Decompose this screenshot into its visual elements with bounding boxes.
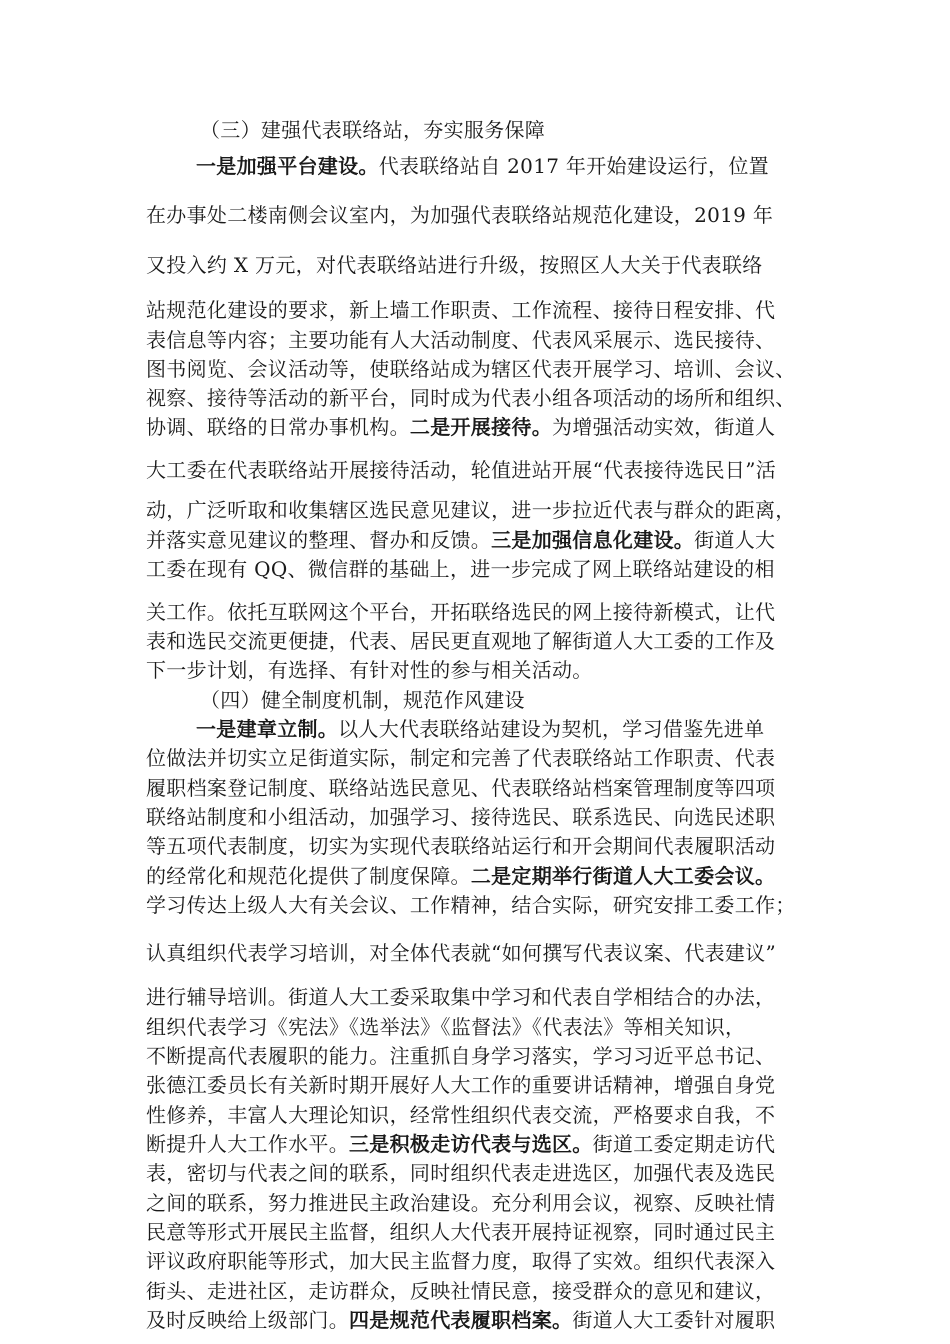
text-run: 断提升人大工作水平。 [146, 1132, 349, 1156]
text-run: 组织代表学习《宪法》《选举法》《监督法》《代表法》等相关知识， [146, 1015, 746, 1039]
paragraph-line [146, 1013, 745, 1041]
text-run: （四）健全制度机制，规范作风建设 [200, 688, 525, 712]
paragraph-line [146, 1189, 775, 1217]
paragraph-line [146, 1071, 775, 1099]
text-run: 街道人大 [694, 528, 776, 552]
paragraph-line [146, 983, 775, 1011]
paragraph-line [146, 1218, 775, 1246]
text-run: 工委在现有 QQ、微信群的基础上，进一步完成了网上联络站建设的相 [146, 557, 775, 581]
paragraph-line [146, 1306, 775, 1334]
paragraph-line [146, 774, 775, 802]
paragraph-line [146, 832, 775, 860]
paragraph-line [146, 1247, 775, 1275]
text-run: 评议政府职能等形式，加大民主监督力度，取得了实效。组织代表深入 [146, 1249, 776, 1273]
paragraph-line [146, 384, 796, 412]
text-run: 站规范化建设的要求，新上墙工作职责、工作流程、接待日程安排、代 [146, 298, 776, 322]
text-run: 之间的联系，努力推进民主政治建设。充分利用会议，视察、反映社情 [146, 1191, 776, 1215]
text-run: 张德江委员长有关新时期开展好人大工作的重要讲话精神，增强自身党 [146, 1073, 776, 1097]
bold-run: 三是加强信息化建设。 [491, 528, 695, 552]
text-run: 协调、联络的日常办事机构。 [146, 415, 410, 439]
paragraph-line [146, 891, 796, 919]
paragraph-line [146, 496, 796, 524]
paragraph-line [196, 152, 769, 180]
paragraph-line [146, 939, 776, 967]
text-run: 民意等形式开展民主监督，组织人大代表开展持证视察，同时通过民主 [146, 1220, 776, 1244]
text-run: 表信息等内容；主要功能有人大活动制度、代表风采展示、选民接待、 [146, 328, 776, 352]
text-run: 性修养，丰富人大理论知识，经常性组织代表交流，严格要求自我，不 [146, 1103, 776, 1127]
paragraph-line [146, 803, 775, 831]
text-run: 学习传达上级人大有关会议、工作精神，结合实际，研究安排工委工作； [146, 893, 796, 917]
text-run: 履职档案登记制度、联络站选民意见、代表联络站档案管理制度等四项 [146, 776, 776, 800]
text-run: 街道工委定期走访代 [592, 1132, 776, 1156]
paragraph-line [146, 1130, 775, 1158]
paragraph-line [146, 201, 773, 229]
paragraph-line [146, 251, 763, 279]
text-run: 联络站制度和小组活动，加强学习、接待选民、联系选民、向选民述职 [146, 805, 776, 829]
text-run: 及时反映给上级部门。 [146, 1308, 349, 1332]
paragraph-line [146, 1101, 775, 1129]
text-run: 街道人大工委针对履职 [572, 1308, 776, 1332]
paragraph-line [146, 744, 775, 772]
paragraph-line [196, 715, 764, 743]
text-run: 认真组织代表学习培训，对全体代表就“如何撰写代表议案、代表建议” [146, 941, 777, 965]
paragraph-line [146, 355, 796, 383]
bold-run: 三是积极走访代表与选区。 [349, 1132, 593, 1156]
text-run: 等五项代表制度，切实为实现代表联络站运行和开会期间代表履职活动 [146, 834, 776, 858]
text-run: 并落实意见建议的整理、督办和反馈。 [146, 528, 492, 552]
text-run: 表和选民交流更便捷，代表、居民更直观地了解街道人大工委的工作及 [146, 629, 776, 653]
text-run: 关工作。依托互联网这个平台，开拓联络选民的网上接待新模式，让代 [146, 600, 776, 624]
paragraph-line [146, 526, 775, 554]
paragraph-line [146, 326, 775, 354]
paragraph-line [146, 456, 776, 484]
text-run: 进行辅导培训。街道人大工委采取集中学习和代表自学相结合的办法， [146, 985, 776, 1009]
text-run: 在办事处二楼南侧会议室内，为加强代表联络站规范化建设，2019 年 [146, 203, 774, 227]
paragraph-line [146, 296, 775, 324]
text-run: 又投入约 X 万元，对代表联络站进行升级，按照区人大关于代表联络 [146, 253, 763, 277]
text-run: 表，密切与代表之间的联系，同时组织代表走进选区，加强代表及选民 [146, 1161, 776, 1185]
text-run: 街头、走进社区，走访群众，反映社情民意，接受群众的意见和建议， [146, 1279, 776, 1303]
paragraph-line [146, 555, 775, 583]
bold-run: 一是建章立制。 [196, 717, 339, 741]
paragraph-line [146, 656, 593, 684]
text-run: 大工委在代表联络站开展接待活动，轮值进站开展“代表接待选民日”活 [146, 458, 777, 482]
text-run: 不断提高代表履职的能力。注重抓自身学习落实，学习习近平总书记、 [146, 1044, 776, 1068]
text-run: 视察、接待等活动的新平台，同时成为代表小组各项活动的场所和组织、 [146, 386, 796, 410]
paragraph-line [146, 862, 775, 890]
paragraph-line [146, 1277, 775, 1305]
text-run: 以人大代表联络站建设为契机，学习借鉴先进单 [338, 717, 765, 741]
text-run: 下一步计划，有选择、有针对性的参与相关活动。 [146, 658, 593, 682]
section-heading [200, 686, 525, 714]
paragraph-line [146, 627, 775, 655]
bold-run: 四是规范代表履职档案。 [349, 1308, 573, 1332]
paragraph-line [146, 1042, 775, 1070]
bold-run: 二是定期举行街道人大工委会议。 [470, 864, 776, 888]
text-run: 动，广泛听取和收集辖区选民意见建议，进一步拉近代表与群众的距离， [146, 498, 796, 522]
text-run: 图书阅览、会议活动等，使联络站成为辖区代表开展学习、培训、会议、 [146, 357, 796, 381]
text-run: 的经常化和规范化提供了制度保障。 [146, 864, 471, 888]
section-heading [200, 116, 545, 144]
text-run: （三）建强代表联络站，夯实服务保障 [200, 118, 546, 142]
bold-run: 二是开展接待。 [409, 415, 553, 439]
paragraph-line [146, 413, 775, 441]
text-run: 为增强活动实效，街道人 [552, 415, 776, 439]
text-run: 代表联络站自 2017 年开始建设运行，位置 [378, 154, 769, 178]
text-run: 位做法并切实立足街道实际，制定和完善了代表联络站工作职责、代表 [146, 746, 776, 770]
paragraph-line [146, 598, 775, 626]
bold-run: 一是加强平台建设。 [196, 154, 379, 178]
paragraph-line [146, 1159, 775, 1187]
